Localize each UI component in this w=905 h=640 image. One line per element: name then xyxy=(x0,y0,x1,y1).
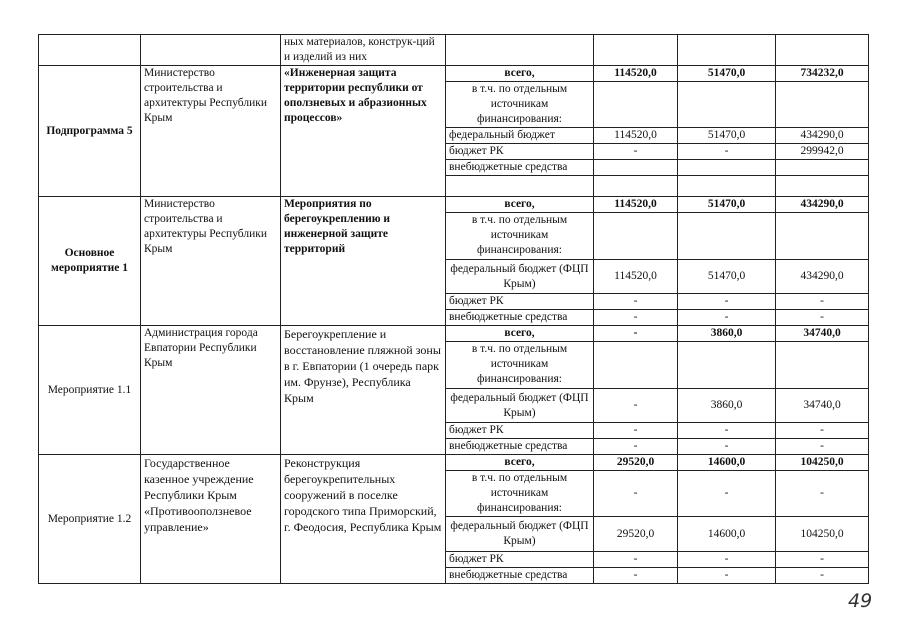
section-row-total xyxy=(39,326,869,342)
section-executor: Министерство строительства и архитектуры Республики Крым xyxy=(141,197,281,326)
row-label-rk: бюджет РК xyxy=(446,144,594,160)
value-cell: - xyxy=(776,552,869,568)
value-cell: - xyxy=(594,144,678,160)
value-cell: 434290,0 xyxy=(776,197,869,213)
row-label-fed: федеральный бюджет (ФЦП Крым) xyxy=(446,517,594,552)
value-cell: 51470,0 xyxy=(678,128,776,144)
value-cell: 114520,0 xyxy=(594,197,678,213)
value-cell xyxy=(678,160,776,176)
row-label-extra: внебюджетные средства xyxy=(446,439,594,455)
row-label-incl: в т.ч. по отдельным источникам финансирования: xyxy=(446,82,594,128)
section-row-total xyxy=(39,455,869,471)
value-cell: 434290,0 xyxy=(776,128,869,144)
value-cell: - xyxy=(594,326,678,342)
value-cell: - xyxy=(594,389,678,423)
value-cell: - xyxy=(776,568,869,584)
page-number: 49 xyxy=(848,590,873,612)
value-cell: - xyxy=(678,568,776,584)
value-cell: 299942,0 xyxy=(776,144,869,160)
value-cell: - xyxy=(776,471,869,517)
section-row-total xyxy=(39,197,869,213)
value-cell: 114520,0 xyxy=(594,66,678,82)
row-label-total: всего, xyxy=(446,197,594,213)
value-cell: - xyxy=(594,471,678,517)
row-label-fed: федеральный бюджет xyxy=(446,128,594,144)
row-label-total: всего, xyxy=(446,66,594,82)
value-cell: - xyxy=(594,552,678,568)
value-cell: 34740,0 xyxy=(776,326,869,342)
row-label-incl: в т.ч. по отдельным источникам финансирования: xyxy=(446,471,594,517)
value-cell: 3860,0 xyxy=(678,326,776,342)
section-label: Мероприятие 1.1 xyxy=(39,326,141,455)
row-label-extra: внебюджетные средства xyxy=(446,568,594,584)
value-cell: 104250,0 xyxy=(776,517,869,552)
section-name: Берегоукрепление и восстановление пляжной зоны в г. Евпатории (1 очередь парк им. Фрунзе), Республика Крым xyxy=(281,326,446,455)
section-row-total xyxy=(39,66,869,82)
value-cell: 3860,0 xyxy=(678,389,776,423)
row-label-fed: федеральный бюджет (ФЦП Крым) xyxy=(446,389,594,423)
row-label-rk: бюджет РК xyxy=(446,294,594,310)
value-cell: - xyxy=(678,310,776,326)
value-cell: - xyxy=(678,439,776,455)
value-cell xyxy=(776,160,869,176)
row-label-extra: внебюджетные средства xyxy=(446,160,594,176)
section-label: Мероприятие 1.2 xyxy=(39,455,141,584)
row-label-total: всего, xyxy=(446,326,594,342)
value-cell: - xyxy=(776,439,869,455)
section-name: Реконструкция берегоукрепительных сооружений в поселке городского типа Приморский, г. Феодосия, Республика Крым xyxy=(281,455,446,584)
row-label-incl: в т.ч. по отдельным источникам финансирования: xyxy=(446,342,594,389)
section-name: «Инженерная защита территории республики от оползневых и абразионных процессов» xyxy=(281,66,446,197)
top-fragment-text: ных материалов, конструк-ций и изделий из них xyxy=(281,35,446,66)
value-cell: - xyxy=(678,423,776,439)
value-cell: 104250,0 xyxy=(776,455,869,471)
value-cell: - xyxy=(776,294,869,310)
section-label: Подпрограмма 5 xyxy=(39,66,141,197)
value-cell: 51470,0 xyxy=(678,197,776,213)
section-name: Мероприятия по берегоукреплению и инженерной защите территорий xyxy=(281,197,446,326)
value-cell: 734232,0 xyxy=(776,66,869,82)
row-label-incl: в т.ч. по отдельным источникам финансирования: xyxy=(446,213,594,260)
value-cell: - xyxy=(678,144,776,160)
section-executor: Министерство строительства и архитектуры Республики Крым xyxy=(141,66,281,197)
value-cell: - xyxy=(678,294,776,310)
value-cell: 14600,0 xyxy=(678,517,776,552)
value-cell: 14600,0 xyxy=(678,455,776,471)
value-cell: 34740,0 xyxy=(776,389,869,423)
value-cell: 434290,0 xyxy=(776,260,869,294)
value-cell: 51470,0 xyxy=(678,66,776,82)
value-cell: - xyxy=(594,568,678,584)
section-executor: Государственное казенное учреждение Республики Крым «Противооползневое управление» xyxy=(141,455,281,584)
value-cell: 114520,0 xyxy=(594,260,678,294)
value-cell: - xyxy=(594,294,678,310)
value-cell: 51470,0 xyxy=(678,260,776,294)
value-cell: - xyxy=(594,439,678,455)
value-cell: - xyxy=(776,423,869,439)
value-cell: - xyxy=(776,310,869,326)
value-cell: - xyxy=(594,310,678,326)
row-label-extra: внебюджетные средства xyxy=(446,310,594,326)
value-cell: 29520,0 xyxy=(594,517,678,552)
value-cell xyxy=(594,160,678,176)
row-label-rk: бюджет РК xyxy=(446,552,594,568)
value-cell: 29520,0 xyxy=(594,455,678,471)
row-label-fed: федеральный бюджет (ФЦП Крым) xyxy=(446,260,594,294)
value-cell: 114520,0 xyxy=(594,128,678,144)
value-cell: - xyxy=(678,552,776,568)
section-executor: Администрация города Евпатории Республики Крым xyxy=(141,326,281,455)
top-fragment-row xyxy=(39,35,869,66)
row-label-rk: бюджет РК xyxy=(446,423,594,439)
value-cell: - xyxy=(594,423,678,439)
budget-table xyxy=(38,34,869,584)
section-label: Основное мероприятие 1 xyxy=(39,197,141,326)
value-cell: - xyxy=(678,471,776,517)
row-label-total: всего, xyxy=(446,455,594,471)
